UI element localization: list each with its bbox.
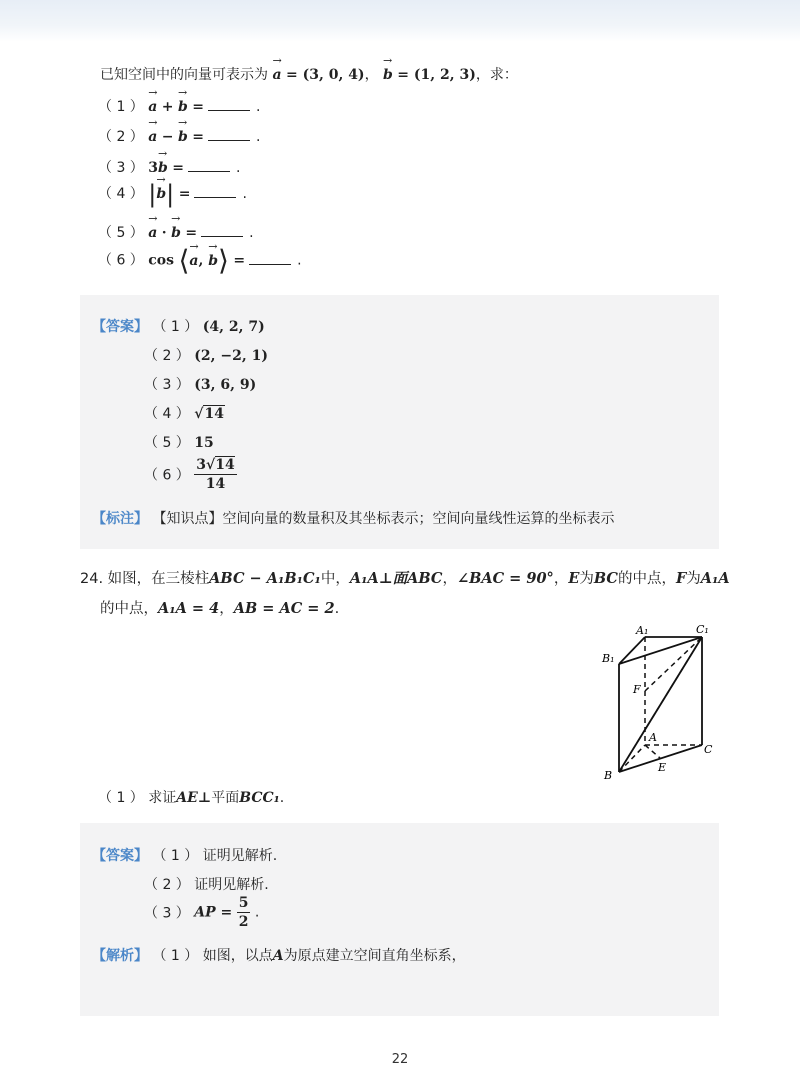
point-a: A — [272, 948, 284, 964]
period: . — [254, 904, 260, 921]
item-number: （ 3 ） — [144, 377, 190, 393]
text: 如图，以点 — [202, 948, 273, 964]
header-band — [0, 0, 800, 42]
answer1-note — [92, 508, 614, 528]
comma: , — [198, 252, 209, 269]
label-c: C — [704, 743, 713, 756]
item-number: （ 5 ） — [144, 435, 190, 451]
answer-blank — [201, 224, 243, 237]
q23-item-1 — [98, 96, 260, 116]
note-text: 【知识点】空间向量的数量积及其坐标表示；空间向量线性运算的坐标表示 — [152, 511, 615, 527]
answer-text: 证明见解析. — [194, 877, 269, 893]
vector-b: → b — [208, 251, 218, 269]
operator: · — [161, 225, 167, 241]
answer-tag: 【答案】 — [92, 848, 148, 864]
vector-a: → a — [272, 65, 281, 83]
equals: = — [172, 160, 184, 176]
period: . — [255, 99, 261, 115]
angle-bracket-left: ⟨ — [178, 244, 190, 277]
perp-statement: AE⊥ — [176, 790, 212, 806]
item-number: （ 2 ） — [144, 877, 190, 893]
abs-bar-left: | — [148, 180, 157, 208]
period: . — [249, 225, 254, 241]
label-b: B — [604, 769, 613, 782]
text: 中， — [320, 571, 350, 587]
answer1-row-6 — [144, 456, 237, 493]
item-number: （ 2 ） — [98, 129, 144, 145]
point-e: E — [568, 570, 580, 587]
answer1-row-3 — [144, 374, 256, 394]
text: 的中点， — [617, 571, 676, 587]
item-number: （ 6 ） — [98, 252, 144, 269]
q23-intro — [100, 64, 518, 84]
perp-condition: A₁A⊥面ABC — [349, 570, 443, 587]
q24-line-1 — [80, 567, 730, 588]
analysis-tag: 【解析】 — [92, 948, 148, 964]
answer1-row-2 — [144, 345, 268, 365]
fraction-denominator: 2 — [238, 914, 249, 930]
item-number: （ 1 ） — [98, 790, 144, 806]
prism-name: ABC − A₁B₁C₁ — [209, 570, 321, 587]
text: 为 — [579, 571, 594, 587]
answer1-row-4 — [144, 403, 225, 423]
item-number: （ 1 ） — [152, 948, 199, 964]
equals: = — [192, 99, 204, 115]
answer2-row-2 — [144, 874, 269, 894]
label-f: F — [633, 683, 641, 696]
text: 为 — [686, 571, 701, 587]
q23-item-4 — [98, 180, 247, 208]
point-f: F — [675, 570, 687, 587]
ap-lhs: AP = — [194, 904, 233, 921]
fraction-numerator: 5 — [238, 895, 249, 911]
equals: = — [192, 129, 204, 145]
cos-function: cos — [148, 252, 175, 269]
q24-line-2 — [100, 597, 339, 618]
item-number: （ 6 ） — [144, 467, 190, 484]
q23-intro-text: 已知空间中的向量可表示为 — [100, 67, 268, 83]
operator: − — [161, 129, 174, 145]
text: ， — [553, 571, 569, 587]
vector-b: → b — [178, 127, 188, 145]
item-number: （ 5 ） — [98, 225, 144, 241]
period: . — [236, 160, 241, 176]
label-b1: B₁ — [602, 652, 615, 665]
label-a: A — [649, 731, 657, 744]
question-number: 24. — [80, 571, 104, 587]
q23-item-3 — [98, 157, 240, 177]
answer-value: 15 — [194, 435, 214, 451]
item-number: （ 1 ） — [152, 319, 199, 335]
text: 平面 — [211, 790, 240, 806]
vector-a: → a — [148, 97, 157, 115]
radicand: 14 — [204, 406, 224, 422]
segment-bc: BC — [593, 570, 618, 587]
item-number: （ 3 ） — [98, 160, 144, 176]
sqrt-expr: √14 — [194, 406, 224, 422]
q23-intro-suffix: ，求： — [475, 67, 518, 83]
vector-a: → a — [148, 127, 157, 145]
condition-ab-ac: AB = AC = 2 — [233, 600, 335, 617]
answer-blank — [249, 252, 291, 265]
period: . — [255, 129, 261, 145]
equals: = — [185, 225, 198, 241]
coefficient: 3 — [196, 457, 207, 473]
answer-blank — [194, 185, 236, 198]
text: 求证 — [148, 790, 177, 806]
label-c1: C₁ — [696, 623, 709, 636]
item-number: （ 3 ） — [144, 905, 190, 922]
answer-value: (3, 6, 9) — [194, 377, 257, 393]
abs-bar-right: | — [166, 180, 175, 208]
condition-a1a: A₁A = 4 — [158, 600, 220, 617]
text: 为原点建立空间直角坐标系， — [283, 948, 466, 964]
q23-item-2 — [98, 126, 260, 146]
item-number: （ 1 ） — [152, 848, 199, 864]
answer-tag: 【答案】 — [92, 319, 148, 335]
radicand: 14 — [215, 457, 235, 473]
vector-b-value: = (1, 2, 3) — [397, 67, 476, 83]
vector-b: → b — [171, 223, 181, 241]
answer1-row-5 — [144, 432, 214, 452]
answer-blank — [188, 159, 230, 172]
segment-a1a: A₁A — [700, 570, 730, 587]
note-tag: 【标注】 — [92, 511, 148, 527]
vector-a: → a — [148, 223, 157, 241]
vector-a: → a — [189, 251, 198, 269]
answer-blank — [208, 98, 250, 111]
answer-text: 证明见解析. — [202, 848, 278, 864]
text: . — [334, 601, 340, 617]
text: 的中点， — [100, 601, 158, 617]
period: . — [242, 186, 247, 202]
angle-condition: ∠BAC = 90° — [456, 570, 554, 587]
q23-item-6 — [98, 244, 302, 277]
answer1-row-1 — [92, 316, 265, 336]
vector-b: → b — [383, 65, 393, 83]
item-number: （ 4 ） — [144, 406, 190, 422]
text: ， — [219, 601, 234, 617]
period: . — [297, 252, 302, 269]
text: 如图，在三棱柱 — [107, 571, 210, 587]
vector-a-value: = (3, 0, 4) — [285, 67, 365, 83]
q24-part-1 — [98, 787, 284, 807]
equals: = — [233, 252, 246, 269]
equals: = — [178, 186, 191, 202]
prism-figure — [598, 622, 728, 787]
vector-b: → b — [158, 158, 168, 176]
answer2-row-3 — [144, 894, 259, 931]
label-a1: A₁ — [636, 624, 649, 637]
item-number: （ 4 ） — [98, 186, 144, 202]
item-number: （ 1 ） — [98, 99, 144, 115]
period: . — [279, 790, 285, 806]
fraction — [194, 456, 236, 493]
plane-bcc1: BCC₁ — [239, 790, 280, 806]
answer2-row-1 — [92, 845, 277, 865]
answer-value: (2, −2, 1) — [194, 348, 268, 364]
q23-item-5 — [98, 222, 254, 242]
coefficient: 3 — [148, 160, 159, 176]
operator: + — [161, 99, 174, 115]
fraction — [237, 894, 251, 931]
page-number: 22 — [391, 1052, 409, 1067]
vector-b: → b — [178, 97, 188, 115]
fraction-denominator: 14 — [205, 476, 226, 492]
answer-blank — [208, 128, 250, 141]
label-e: E — [658, 761, 667, 774]
item-number: （ 2 ） — [144, 348, 190, 364]
sep: ， — [364, 67, 379, 83]
answer2-analysis — [92, 945, 466, 965]
answer-value: (4, 2, 7) — [202, 319, 265, 335]
fraction-numerator: 3√14 — [196, 457, 235, 473]
text: ， — [442, 571, 457, 587]
vector-b: → b — [156, 184, 166, 202]
angle-bracket-right: ⟩ — [218, 244, 229, 277]
